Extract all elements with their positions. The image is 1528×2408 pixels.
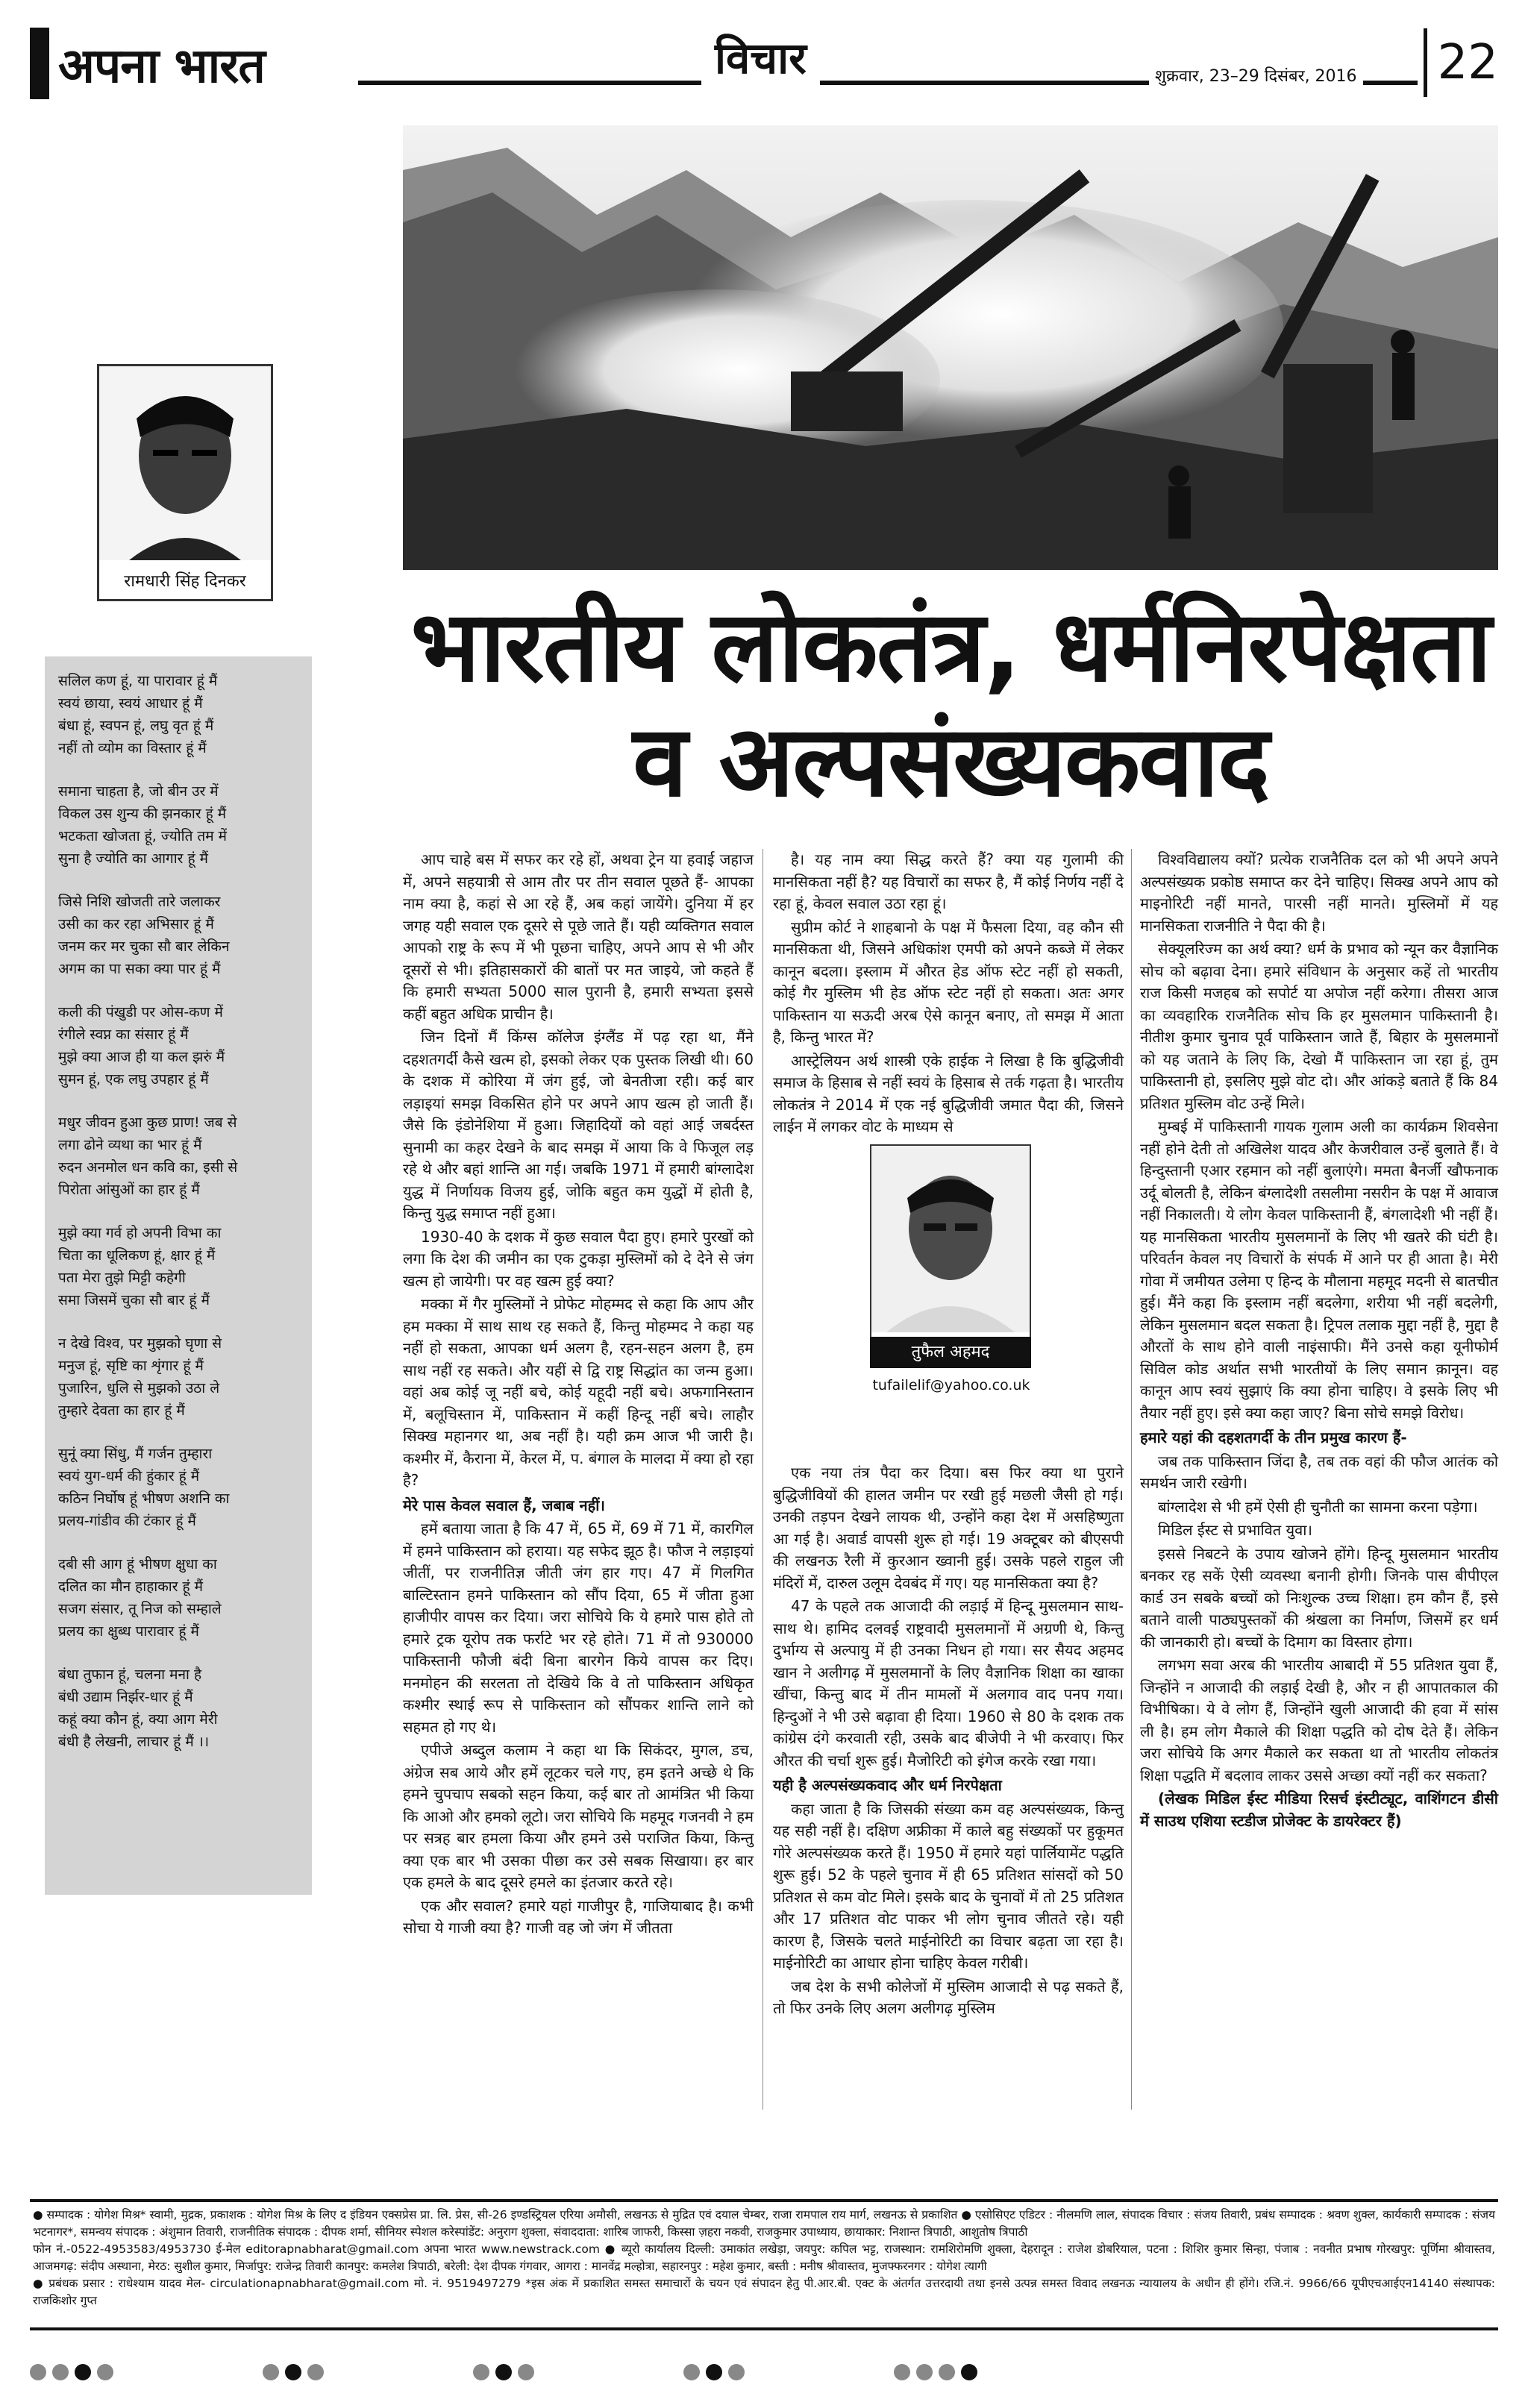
paragraph: मक्का में गैर मुस्लिमों ने प्रोफेट मोहम्मद से कहा कि आप और हम मक्का में साथ साथ रह सकते हैं, किन्तु मोहम्मद ने कहा यह नहीं हो सकता, आपका धर्म अलग है, रहन-सहन अलग है, हम साथ नहीं रह सकते। और यहीं से द्वि राष्ट्र सिद्धांत का जन्म हुआ। वहां अब कोई जू नहीं बचे, कोई यहूदी नहीं बचे। अफगानिस्तान में, बलूचिस्तान में, पाकिस्तान में कहीं हिन्दू नहीं बचे। लाहौर सिक्ख महानगर था, अब नहीं है। यही क्रम आज भी जारी है। कश्मीर में, कैराना में, केरल में, प. बंगाल के मालदा में क्या हो रहा है? [403,1295,754,1489]
dot-group [894,2364,977,2380]
paragraph: विश्वविद्यालय क्यों? प्रत्येक राजनैतिक दल को भी अपने अपने अल्पसंख्यक प्रकोष्ठ समाप्त कर देने चाहिए। सिक्ख अपने आप को माइनोरिटी नहीं मानते, पारसी नहीं मानते। मुस्लिमों में यह मानसिकता राजनीति ने पैदा की है। [1140,850,1498,935]
article-column-1 [403,849,754,2110]
hero-photo [403,125,1498,570]
poem-line: बंधा तुफान हूं, चलना मना है [58,1667,202,1683]
poem-line: पुजारिन, धुलि से मुझको उठा ले [58,1380,220,1396]
poem-line: कठिन निर्घोष हूं भीषण अशनि का [58,1490,230,1507]
dot [728,2364,745,2380]
paragraph: सुप्रीम कोर्ट ने शाहबानो के पक्ष में फैसला दिया, वह कौन सी मानसिकता थी, जिसने अधिकांश एमपी को अपने कब्जे में लेकर कानून बदला। इस्लाम में औरत हेड ऑफ स्टेट नहीं हो सकती, कोई गैर मुस्लिम भी हेड ऑफ स्टेट नहीं हो सकता। अतः अगर पाकिस्तान या सऊदी अरब ऐसे कानून बनाए, तो समझ में आता है, किन्तु भारत में? [773,918,1124,1046]
dot [518,2364,534,2380]
paragraph: हमें बताया जाता है कि 47 में, 65 में, 69 में 71 में, कारगिल में हमने पाकिस्तान को हराया। यह सफेद झूठ है। फौज ने लड़ाइयां जीतीं, पर राजनीतिज्ञ जीती जंग हार गए। 47 में गिलगित बाल्टिस्तान हमने पाकिस्तान को सौंप दिया, 65 में जीता हुआ हाजीपीर वापस कर दिया। जरा सोचिये कि ये हमारे पास होते तो हमारे ट्रक यूरोप तक फर्राटे भर रहे होते। 71 में तो 930000 पाकिस्तानी फौजी बंदी बिना बारगेन किये वापस कर दिए। मनमोहन की सरलता तो देखिये कि वे तो पाकिस्तान अधिकृत कश्मीर स्थाई रूप से पाकिस्तान को सौंपकर शान्ति लाने को सहमत हो गए थे। [403,1520,754,1736]
poem-line: जनम कर मर चुका सौ बार लेकिन [58,938,230,955]
paragraph: एपीजे अब्दुल कलाम ने कहा था कि सिकंदर, मुगल, डच, अंग्रेज सब आये और हमें लूटकर चले गए, हम इतने अच्छे थे कि हमने चुपचाप सबको सहन किया, कई बार तो आमंत्रित भी किया कि आओ और हमको लूटो। जरा सोचिये कि महमूद गजनवी ने हम पर सत्रह बार हमला किया और हमने उसे पराजित किया, किन्तु क्या एक बार भी उसका पीछा कर उसे सबक सिखाया। हर बार एक हमले के बाद दूसरे हमले का इंतजार करते रहे। [403,1741,754,1891]
poem-line: मुझे क्या आज ही या कल झरुं मैं [58,1049,225,1065]
poet-face-image [99,366,271,560]
dot [75,2364,91,2380]
poem-line: बंधा हूं, स्वपन हूं, लघु वृत हूं मैं [58,718,214,734]
paragraph: सेक्यूलरिज्म का अर्थ क्या? धर्म के प्रभाव को न्यून कर वैज्ञानिक सोच को बढ़ावा देना। हमारे संविधान के अनुसार कहें तो भारतीय राज किसी मजहब को सपोर्ट या अपोज नहीं करेगा। तीसरा आज का व्यवहारिक राजनैतिक सोच कि हर मुसलमान पाकिस्तानी है। नीतीश कुमार चुनाव पूर्व पाकिस्तान जाते हैं, बिहार के मुसलमानों को यह जताने के लिए कि, देखो मैं पाकिस्तान जा रहा हूं, तुम पाकिस्तानी हो, इसलिए मुझे वोट दो। और आंकड़े बताते हैं कि 84 प्रतिशत मुस्लिम वोट उन्हें मिले। [1140,940,1498,1112]
poem-stanza [58,1553,300,1643]
poem-line: सुमन हूं, एक लघु उपहार हूं मैं [58,1071,209,1088]
dot [961,2364,977,2380]
poem-line: लगा ढोने व्यथा का भार हूं मैं [58,1137,202,1153]
poem-line: भटकता खोजता हूं, ज्योति तम में [58,828,228,844]
dot-group [683,2364,745,2380]
subheading: यही है अल्पसंख्यकवाद और धर्म निरपेक्षता [773,1776,1002,1794]
paragraph: जिन दिनों मैं किंग्स कॉलेज इंग्लैंड में पढ़ रहा था, मैंने दहशतगर्दी कैसे खत्म हो, इसको लेकर एक पुस्तक लिखी थी। 60 के दशक में कोरिया में जंग हुई, जो बेनतीजा रही। कई बार लड़ाइयां समझ विकसित होने पर अपने आप खत्म हो जाती हैं। जैसे कि इंडोनेशिया में हुआ। जिहादियों को वहां आई जबर्दस्त सुनामी का कहर देखने के बाद समझ में आया कि वे फिजूल लड़ रहे थे और बहां शान्ति आ गई। जबकि 1971 में हमारी बांग्लादेश युद्ध में निर्णायक विजय हुई, जोकि बहुत कम युद्धों में होती है, किन्तु युद्ध समाप्त नहीं हुआ। [403,1028,754,1222]
headline-line-1: भारतीय लोकतंत्र, धर्मनिरपेक्षता [410,589,1491,704]
dot [52,2364,69,2380]
poem-line: मुझे क्या गर्व हो अपनी विभा का [58,1225,222,1241]
dot [307,2364,324,2380]
subheading: मेरे पास केवल सवाल हैं, जबाब नहीं। [403,1496,605,1514]
poem-line: कली की पंखुडी पर ओस-कण में [58,1004,223,1020]
section-title: विचार [701,27,820,86]
poem-line: विकल उस शुन्य की झनकार हूं मैं [58,806,227,822]
poem-stanza [58,1332,300,1422]
poem-line: कहूं क्या कौन हूं, क्या आग मेरी [58,1711,218,1728]
poem-line: सजग संसार, तू निज को सम्हाले [58,1601,222,1617]
dot [706,2364,722,2380]
poem-stanza [58,1443,300,1532]
headline-line-2: व अल्पसंख्यकवाद [633,704,1268,819]
poem-line: प्रलय-गांडीव की टंकार हूं मैं [58,1513,196,1529]
poem-line: सुना है ज्योति का आगार हूं मैं [58,850,208,867]
paragraph: जब तक पाकिस्तान जिंदा है, तब तक वहां की फौज आतंक को समर्थन जारी रखेगी। [1140,1452,1498,1492]
paragraph: बांग्लादेश से भी हमें ऐसी ही चुनौती का सामना करना पड़ेगा। [1158,1497,1478,1516]
dot [97,2364,113,2380]
poem-line: सलिल कण हूं, या पारावार हूं मैं [58,673,218,689]
poem-line: बंधी उद्याम निर्झर-धार हूं मैं [58,1689,193,1705]
poem-line: दलित का मौन हाहाकार हूं मैं [58,1578,204,1595]
dot [916,2364,933,2380]
poem-stanza [58,780,300,870]
poem-stanza [58,1001,300,1091]
poet-name-caption: रामधारी सिंह दिनकर [97,564,273,601]
poem-line: प्रलय का क्षुब्ध पारावार हूं मैं [58,1623,199,1640]
dot [473,2364,489,2380]
paper-name: अपना भारत [58,38,265,94]
paper-logo [30,22,265,104]
logo-bar [30,28,49,99]
poem-line: पिरोता आंसुओं का हार हूं मैं [58,1182,200,1198]
page-number: 22 [1424,28,1498,97]
poem-line: उसी का कर रहा अभिसार हूं मैं [58,916,214,932]
poem-line: तुम्हारे देवता का हार हूं मैं [58,1402,185,1419]
issue-date: शुक्रवार, 23–29 दिसंबर, 2016 [1149,64,1363,87]
poem-stanza [58,1111,300,1201]
poem-line: स्वयं छाया, स्वयं आधार हूं मैं [58,695,203,712]
dot [939,2364,955,2380]
dot [683,2364,700,2380]
paragraph: जब देश के सभी कोलेजों में मुस्लिम आजादी से पढ़ सकते हैं, तो फिर उनके लिए अलग अलीगढ़ मुस्लिम [773,1977,1124,2017]
poem-line: समाना चाहता है, जो बीन उर में [58,783,219,800]
poem-stanza [58,1222,300,1311]
paragraph: कहा जाता है कि जिसकी संख्या कम वह अल्पसंख्यक, किन्तु यह सही नहीं है। दक्षिण अफ्रीका में काले बहु संख्यकों पर हुकूमत गोरे अल्पसंख्यक करते हैं। 1950 में हमारे यहां पार्लियामेंट पद्धति शुरू हुई। 52 के पहले चुनाव में ही 65 प्रतिशत सांसदों को 50 प्रतिशत से कम वोट मिले। इसके बाद के चुनावों में तो 25 प्रतिशत और 17 प्रतिशत वोट पाकर भी लोग चुनाव जीतते रहे। यही कारण है, जिसके चलते माईनोरिटी का विचार बढ़ता जा रहा है। माईनोरिटी का आधार होना चाहिए केवल गरीबी। [773,1799,1124,1972]
poem-line: नहीं तो व्योम का विस्तार हूं मैं [58,740,207,756]
dot-group [473,2364,534,2380]
imprint-footer [30,2199,1498,2330]
subheading: हमारे यहां की दहशतगर्दी के तीन प्रमुख कारण हैं- [1140,1429,1407,1446]
paragraph: 1930-40 के दशक में कुछ सवाल पैदा हुए। हमारे पुरखों को लगा कि देश की जमीन का एक टुकड़ा मुस्लिमों को दे देने से जंग खत्म हो जायेगी। पर वह खत्म हुई क्या? [403,1227,754,1290]
dot [285,2364,301,2380]
poem-line: रंगीले स्वप्न का संसार हूं मैं [58,1026,189,1043]
paragraph: आस्ट्रेलियन अर्थ शास्त्री एके हाईक ने लिखा है कि बुद्धिजीवी समाज के हिसाब से नहीं स्वयं के हिसाब से तर्क गढ़ता है। भारतीय लोकतंत्र ने 2014 में एक नई बुद्धिजीवी जमात पैदा की, जिसने लाईन में लगकर वोट के माध्यम से [773,1051,1124,1135]
column-divider [1131,849,1132,2110]
paragraph: एक और सवाल? हमारे यहां गाजीपुर है, गाजियाबाद है। कभी सोचा ये गाजी क्या है? गाजी वह जो जंग में जीतता [403,1896,754,1937]
paragraph: आप चाहे बस में सफर कर रहे हों, अथवा ट्रेन या हवाई जहाज में, अपने सहयात्री से आम तौर पर तीन सवाल पूछते हैं- आपका नाम क्या है, कहां से आ रहे हैं, अब कहां जायेंगे। दुनिया में हर जगह यही सवाल एक दूसरे से पूछे जाते हैं। यही व्यक्तिगत सवाल आपको राष्ट्र के रूप में भी पूछना चाहिए, अपने आप से भी और दूसरों से भी। इतिहासकारों की बातों पर मत जाइये, जो कहते हैं कि हमारी सभ्यता 5000 साल पुरानी है, हमारी सभ्यता इससे कहीं बहुत अधिक प्राचीन है। [403,850,754,1023]
paragraph: लगभग सवा अरब की भारतीय आबादी में 55 प्रतिशत युवा हैं, जिन्होंने न आजादी की लड़ाई देखी है, और न ही आपातकाल की विभीषिका। ये वे लोग हैं, जिन्होंने खुली आजादी की हवा में सांस ली है। हम लोग मैकाले की शिक्षा पद्धति को दोष देते हैं। लेकिन जरा सोचिये कि अगर मैकाले कर सकता था तो भारतीय लोकतंत्र शिक्षा पद्धति में बदलाव लाकर उससे अच्छा क्यों नहीं कर सकता? [1140,1656,1498,1784]
poem-box [45,656,312,1895]
poem-line: पता मेरा तुझे मिट्टी कहेगी [58,1270,186,1286]
poem-line: मनुज हूं, सृष्टि का शृंगार हूं मैं [58,1358,204,1374]
article-column-2-top [773,849,1124,1135]
paragraph: मुम्बई में पाकिस्तानी गायक गुलाम अली का कार्यक्रम शिवसेना नहीं होने देती तो अखिलेश यादव और केजरीवाल उन्हें बुलाते हैं। वे हिन्दुस्तानी एआर रहमान को नहीं बुलाएंगे। ममता बैनर्जी खौफनाक उर्दू बोलती है, लेकिन बंग्लादेशी तसलीमा नसरीन के पक्ष में आवाज नहीं निकालती। ये लोग केवल पाकिस्तानी हैं, बंगलादेशी भी नहीं हैं। यह मानसिकता भारतीय मुसलमानों के लिए भी खतरे की घंटी है। परिवर्तन केवल नए विचारों के संपर्क में आने पर ही आता है। मेरी गोवा में जमीयत उलेमा ए हिन्द के मौलाना महमूद मदनी से बातचीत हुई। मैंने कहा कि इस्लाम नहीं बदलेगा, शरीया भी नहीं बदलेगी, लेकिन मुसलमान बदल सकता है। ट्रिपल तलाक मुद्दा नहीं है, मुद्दा है औरतों के साथ होने वाली नाइंसाफी। मैंने उनसे कहा यूनीफोर्म सिविल कोड अर्थात सभी भारतीयों के लिए समान क़ानून। वह कानून आप स्वयं सुझाएं कि क्या होना चाहिए। वे इसके लिए भी तैयार नहीं हुए। इसे क्या कहा जाए? बिना सोचे समझे विरोध। [1140,1117,1498,1422]
poem-line: मधुर जीवन हुआ कुछ प्राण! जब से [58,1114,237,1131]
article-column-2-bottom [773,1462,1124,2104]
author-email: tufailelif@yahoo.co.uk [872,1377,1030,1393]
poem-line: न देखे विश्व, पर मुझको घृणा से [58,1335,222,1352]
poem-line: सुनूं क्या सिंधु, मैं गर्जन तुम्हारा [58,1446,213,1462]
dot [495,2364,512,2380]
poem-stanza [58,1664,300,1753]
poem-line: समा जिसमें चुका सौ बार हूं मैं [58,1292,210,1308]
dot-group [263,2364,324,2380]
registration-marks [30,2350,1498,2395]
masthead [30,22,1498,104]
imprint-line: फोन नं.-0522-4953583/4953730 ई-मेल editorapnabharat@gmail.com अपना भारत www.newstrack.com ● ब्यूरो कार्यालय दिल्ली: उमाकांत लखेड़ा, जयपुर: कपिल भट्ट, राजस्थान: रामशिरोमणि शुक्ला, देहरादून : राजेश डोबरियाल, पटना : शिशिर कुमार सिन्हा, पंजाब : नवनीत प्रभाष गोरखपुर: पूर्णिमा श्रीवास्तव, आजमगढ़: संदीप अस्थाना, मेरठ: सुशील कुमार, मिर्जापुर: राजेन्द्र तिवारी कानपुर: कमलेश त्रिपाठी, बरेली: देश दीपक गंगवार, आगरा : मानवेंद्र मल्होत्रा, सहारनपुर : महेश कुमार, बस्ती : मनीष श्रीवास्तव, मुजफ्फरनगर : योगेश त्यागी [33,2242,1495,2273]
poem-line: दबी सी आग हूं भीषण क्षुधा का [58,1556,217,1573]
author-bio: (लेखक मिडिल ईस्ट मीडिया रिसर्च इंस्टीट्यूट, वाशिंगटन डीसी में साउथ एशिया स्टडीज प्रोजेक्ट के डायरेक्टर हैं) [1140,1790,1498,1830]
paragraph: एक नया तंत्र पैदा कर दिया। बस फिर क्या था पुराने बुद्धिजीवियों की हालत जमीन पर रखी हुई मछली जैसी हो गई। उनकी तड़पन देखने लायक थी, उन्होंने कहा देश में असहिष्णुता आ गई है। अवार्ड वापसी शुरू हो गई। 19 अक्टूबर को बीएसपी की लखनऊ रैली में कुरआन ख्वानी हुई। उसके पहले राहुल जी मंदिरों में, दारुल उलूम देवबंद में गए। यह मानसिकता क्या है? [773,1464,1124,1592]
article-column-3 [1140,849,1498,2110]
article-headline [403,589,1498,819]
author-name-caption: तुफैल अहमद [870,1337,1031,1368]
poem-line: चिता का धूलिकण हूं, क्षार हूं मैं [58,1247,216,1264]
poem-line: अगम का पा सका क्या पार हूं मैं [58,961,221,977]
poem-stanza [58,891,300,980]
poem-line: बंधी है लेखनी, लाचार हूं मैं ।। [58,1734,210,1750]
dot-group [30,2364,113,2380]
author-portrait [870,1144,1031,1368]
paragraph: है। यह नाम क्या सिद्ध करते हैं? क्या यह गुलामी की मानसिकता नहीं है? यह विचारों का सफर है, मैं कोई निर्णय नहीं दे रहा हूं, केवल सवाल उठा रहा हूं। [773,850,1124,912]
paragraph: इससे निबटने के उपाय खोजने होंगे। हिन्दू मुसलमान भारतीय बनकर रह सकें ऐसी व्यवस्था बनानी होगी। जिनके पास बीपीएल कार्ड उन सबके बच्चों को निःशुल्क उच्च शिक्षा। हम कौन हैं, इसे बताने वाली पाठ्यपुस्तकों की श्रंखला का निर्माण, जिसमें हर धर्म की जानकारी हो। बच्चों के दिमाग का विस्तार होगा। [1140,1544,1498,1651]
paragraph: मिडिल ईस्ट से प्रभावित युवा। [1158,1521,1313,1539]
artillery-photo [403,125,1498,570]
imprint-line: ● सम्पादक : योगेश मिश्र* स्वामी, मुद्रक, प्रकाशक : योगेश मिश्र के लिए द इंडियन एक्सप्रेस प्रा. लि. प्रेस, सी-26 इण्डस्ट्रियल एरिया अमौसी, लखनऊ से मुद्रित एवं दयाल चेम्बर, राजा रामपाल राय मार्ग, लखनऊ से प्रकाशित ● एसोसिएट एडिटर : नीलमणि लाल, संपादक विचार : संजय तिवारी, प्रबंध सम्पादक : श्रवण शुक्ल, कार्यकारी सम्पादक : संजय भटनागर*, समन्वय संपादक : अंशुमान तिवारी, राजनीतिक संपादक : दीपक शर्मा, सीनियर स्पेशल करेस्पांडेंट: अनुराग शुक्ला, संवाददाता: शारिब जाफरी, किस्सा ज़हरा नकवी, राजकुमार उपाध्याय, छायाकार: निशान्त त्रिपाठी, आशुतोष त्रिपाठी [33,2208,1495,2239]
dot [263,2364,279,2380]
author-face-image [871,1146,1030,1332]
dot [30,2364,46,2380]
poem-line: रुदन अनमोल धन कवि का, इसी से [58,1159,238,1176]
poem-line: जिसे निशि खोजती तारे जलाकर [58,894,221,910]
poem-stanza [58,670,300,759]
paragraph: 47 के पहले तक आजादी की लड़ाई में हिन्दू मुसलमान साथ-साथ थे। हामिद दलवई राष्ट्रवादी मुसलमानों में अग्रणी थे, किन्तु दुर्भाग्य से अल्पायु में ही उनका निधन हो गया। सर सैयद अहमद खान ने अलीगढ़ में मुसलमानों के लिए वैज्ञानिक शिक्षा का खाका खींचा, किन्तु बाद में तीन मामलों में अलगाव वाद पनप गया। हिन्दुओं ने भी उसे बढ़ावा ही दिया। 1960 से 80 के दशक तक कांग्रेस दंगे करवाती रही, उसके बाद बीजेपी ने भी करवाए। फिर औरत की चर्चा शुरू हुई। मैजोरिटी को इंगेज करके रखा गया। [773,1597,1124,1769]
poem-line: स्वयं युग-धर्म की हुंकार हूं मैं [58,1468,200,1484]
imprint-line: ● प्रबंधक प्रसार : राधेश्याम यादव मेल- circulationapnabharat@gmail.com मो. नं. 9519497279 *इस अंक में प्रकाशित समस्त समाचारों के चयन एवं संपादन हेतु पी.आर.बी. एक्ट के अंतर्गत उत्तरदायी तथा इनसे उत्पन्न समस्त विवाद लखनऊ न्यायालय के अधीन ही होंगे। रजि.नं. 9966/66 यूपीएचआईएन14140 संस्थापक: राजकिशोर गुप्त [33,2277,1495,2307]
dot [894,2364,910,2380]
